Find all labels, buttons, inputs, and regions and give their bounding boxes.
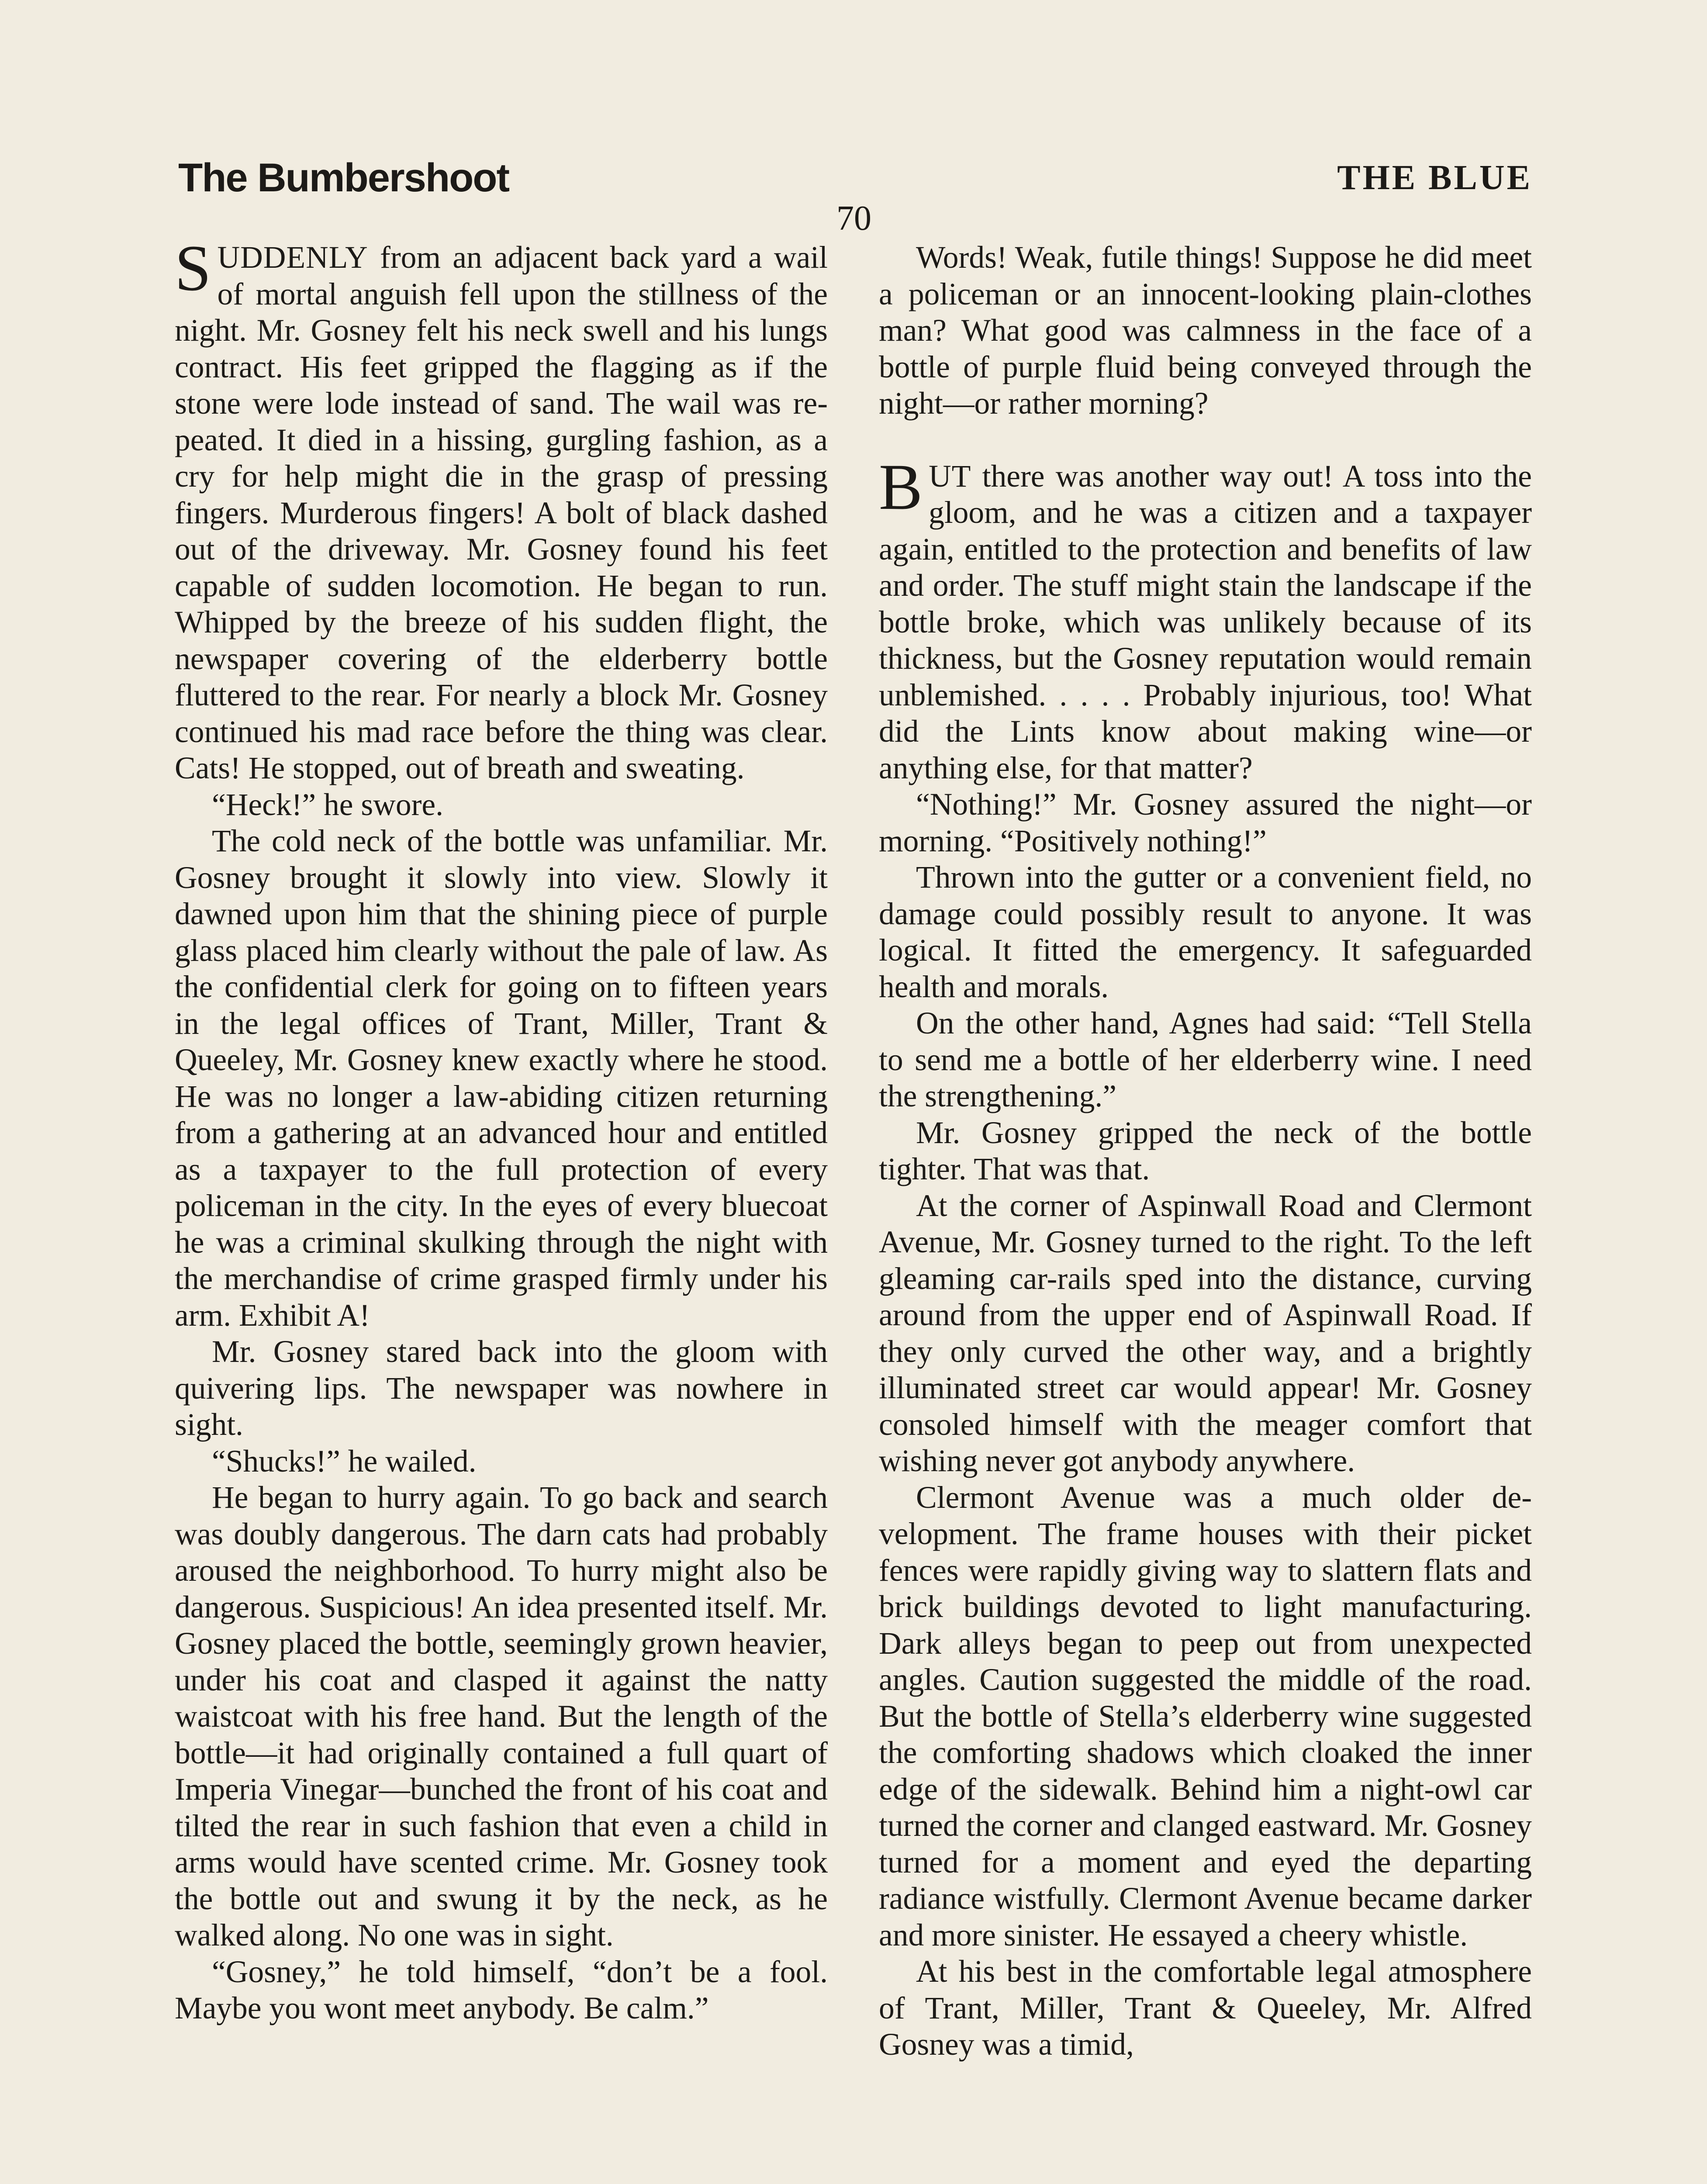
left-column [175,232,828,2027]
drop-cap: S [175,232,211,304]
paragraph: Thrown into the gutter or a convenient field, no damage could possibly result to anyone. It was logical. It fitted the emergency. It safeguarded health and morals. [879,860,1532,1004]
drop-cap: B [879,450,923,523]
lead-in: UT [929,459,971,494]
running-title-right: THE BLUE [1337,159,1532,197]
paragraph-text: there was another way out! A toss into the gloom, and he was a citizen and a taxpayer again, entitled to the protection and benefits of law and order. The stuff might stain the landscape if the bottle broke, which was unlikely because of its thickness, but the Gosney reputation would remain unblemished. . . . . Probably injurious, too! What did the Lints know about making wine—or anything else, for that matter? [879,459,1532,785]
paragraph-text: from an adjacent back yard a wail of mortal anguish fell upon the stillness of the night. Mr. Gosney felt his neck swell and his lungs contract. His feet gripped the flagging as if the stone were lode instead of sand. The wail was repeated. It died in a hissing, gurgling fashion, as a cry for help might die in the grasp of pressing fingers. Murderous fingers! A bolt of black dashed out of the driveway. Mr. Gosney found his feet capable of sudden locomotion. He began to run. Whipped by the breeze of his sudden flight, the newspaper covering of the elderberry bottle fluttered to the rear. For nearly a block Mr. Gosney continued his mad race before the thing was clear. Cats! He stopped, out of breath and sweating. [175,240,828,785]
paragraph: The cold neck of the bottle was unfamiliar. Mr. Gosney brought it slowly into view. Slowly it dawned upon him that the shining piece of purple glass placed him clearly without the pale of law. As the confidential clerk for going on to fifteen years in the legal offices of Trant, Miller, Trant & Queeley, Mr. Gosney knew exactly where he stood. He was no longer a law-abiding citizen returning from a gathering at an advanced hour and entitled as a taxpayer to the full protection of every policeman in the city. In the eyes of every bluecoat he was a criminal skulking through the night with the merchandise of crime grasped firmly under his arm. Exhibit A! [175,824,828,1333]
paragraph: Words! Weak, futile things! Suppose he did meet a policeman or an innocent-looking plain-clothes man? What good was calmness in the face of a bottle of purple fluid being conveyed through the night—or rather morning? [879,240,1532,421]
paragraph: “Shucks!” he wailed. [212,1444,477,1479]
paragraph: “Heck!” he swore. [212,787,444,822]
paragraph: At the corner of Aspinwall Road and Clermont Avenue, Mr. Gosney turned to the right. To the left gleaming car-rails sped into the distance, curving around from the upper end of Aspinwall Road. If they only curved the other way, and a brightly illuminated street car would appear! Mr. Gosney consoled himself with the meager comfort that wishing never got anybody anywhere. [879,1188,1532,1478]
paragraph [175,232,828,787]
paragraph: “Nothing!” Mr. Gosney assured the night—or morning. “Positively nothing!” [879,787,1532,858]
paragraph: Clermont Avenue was a much older development. The frame houses with their picket fences were rapidly giving way to slattern flats and brick buildings devoted to light manufacturing. Dark alleys began to peep out from unexpected angles. Caution suggested the middle of the road. But the bottle of Stella’s elderberry wine suggested the comforting shadows which cloaked the inner edge of the sidewalk. Behind him a night-owl car turned the corner and clanged eastward. Mr. Gosney turned for a moment and eyed the departing radiance wistfully. Clermont Avenue became darker and more sinister. He essayed a cheery whistle. [879,1480,1532,1952]
lead-in: UDDENLY [217,240,368,275]
paragraph: Mr. Gosney stared back into the gloom with quivering lips. The newspaper was nowhere in sight. [175,1334,828,1442]
paragraph: “Gosney,” he told himself, “don’t be a fool. Maybe you wont meet anybody. Be calm.” [175,1954,828,2025]
paragraph: At his best in the comfortable legal atmosphere of Trant, Miller, Trant & Queeley, Mr. Alfred Gosney was a timid, [879,1954,1532,2062]
right-column [879,239,1532,2063]
paragraph: Mr. Gosney gripped the neck of the bottle tighter. That was that. [879,1115,1532,1186]
paragraph: On the other hand, Agnes had said: “Tell Stella to send me a bottle of her elderberry wine. I need the strengthening.” [879,1006,1532,1113]
running-title-left: The Bumbershoot [178,156,509,200]
paragraph [879,450,1532,787]
paragraph: He began to hurry again. To go back and search was doubly dangerous. The darn cats had probably aroused the neighborhood. To hurry might also be dangerous. Suspicious! An idea presented itself. Mr. Gosney placed the bottle, seemingly grown heavier, under his coat and clasped it against the natty waistcoat with his free hand. But the length of the bottle—it had originally contained a full quart of Imperia Vinegar—bunched the front of his coat and tilted the rear in such fashion that even a child in arms would have scented crime. Mr. Gosney took the bottle out and swung it by the neck, as he walked along. No one was in sight. [175,1480,828,1952]
page-number: 70 [836,199,871,238]
